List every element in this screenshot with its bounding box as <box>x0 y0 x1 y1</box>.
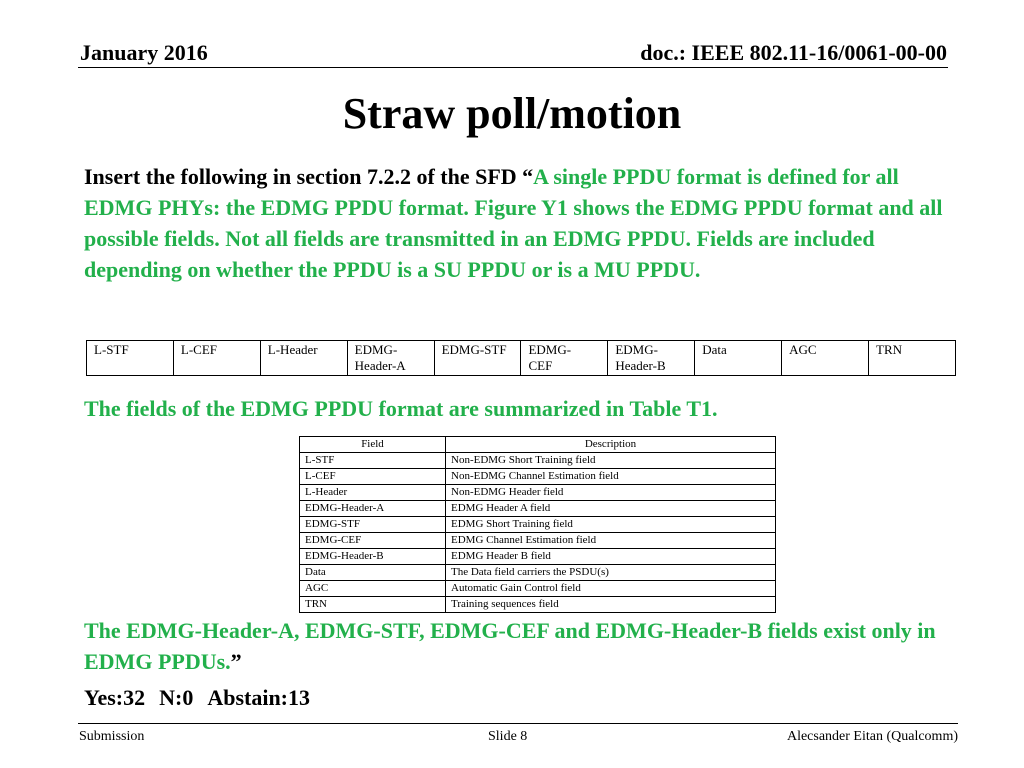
field-description-cell: EDMG Header A field <box>446 501 776 517</box>
field-name-cell: EDMG-STF <box>300 517 446 533</box>
field-name-cell: L-STF <box>300 453 446 469</box>
footer-slide-number: Slide 8 <box>488 729 528 744</box>
ppdu-field-cell: Data <box>695 341 782 376</box>
ppdu-field-cell: EDMG- CEF <box>521 341 608 376</box>
column-header-field: Field <box>300 437 446 453</box>
ppdu-field-cell: L-Header <box>260 341 347 376</box>
ppdu-format-table <box>86 340 956 376</box>
vote-result <box>84 682 324 713</box>
field-name-cell: Data <box>300 565 446 581</box>
table-row <box>300 533 776 549</box>
table-row <box>300 501 776 517</box>
header-date: January 2016 <box>80 40 208 65</box>
vote-yes: Yes:32 <box>84 685 146 710</box>
table-row <box>300 469 776 485</box>
field-name-cell: L-Header <box>300 485 446 501</box>
field-name-cell: AGC <box>300 581 446 597</box>
footer-divider <box>78 723 958 724</box>
slide-title: Straw poll/motion <box>342 89 682 138</box>
footer-author: Alecsander Eitan (Qualcomm) <box>786 729 958 744</box>
closing-quote-mark: ” <box>230 649 242 674</box>
field-name-cell: EDMG-Header-A <box>300 501 446 517</box>
closing-text: The EDMG-Header-A, EDMG-STF, EDMG-CEF and EDMG-Header-B fields exist only in EDMG PPDUs. <box>84 618 936 674</box>
ppdu-field-cell: EDMG- Header-A <box>347 341 434 376</box>
ppdu-field-cell: AGC <box>782 341 869 376</box>
table-row <box>300 549 776 565</box>
column-header-description: Description <box>446 437 776 453</box>
field-description-cell: Training sequences field <box>446 597 776 613</box>
intro-quote: A single PPDU format is defined for all EDMG PHYs: the EDMG PPDU format. Figure Y1 shows the EDMG PPDU format and all possible fields. Not all fields are transmitted in an EDMG PPDU. Fields are included depending on whether the PPDU is a SU PPDU or is a MU PPDU. <box>84 164 943 282</box>
field-description-cell: EDMG Short Training field <box>446 517 776 533</box>
ppdu-field-cell: EDMG- Header-B <box>608 341 695 376</box>
ppdu-field-cell: EDMG-STF <box>434 341 521 376</box>
field-description-cell: EDMG Channel Estimation field <box>446 533 776 549</box>
footer-submission: Submission <box>79 729 145 744</box>
table-row <box>300 453 776 469</box>
table-row <box>300 517 776 533</box>
closing-paragraph <box>84 615 954 677</box>
field-name-cell: EDMG-CEF <box>300 533 446 549</box>
vote-abstain: Abstain:13 <box>207 685 311 710</box>
field-description-cell: Non-EDMG Channel Estimation field <box>446 469 776 485</box>
header-divider <box>78 67 948 68</box>
field-description-cell: Non-EDMG Short Training field <box>446 453 776 469</box>
table-row <box>300 565 776 581</box>
summary-paragraph: The fields of the EDMG PPDU format are summarized in Table T1. <box>84 396 718 421</box>
ppdu-field-cell: L-STF <box>87 341 174 376</box>
intro-paragraph <box>84 161 954 285</box>
field-description-cell: Automatic Gain Control field <box>446 581 776 597</box>
fields-table-body <box>300 453 776 613</box>
table-row <box>300 597 776 613</box>
ppdu-field-cell: TRN <box>869 341 956 376</box>
field-description-cell: Non-EDMG Header field <box>446 485 776 501</box>
ppdu-format-row <box>87 341 956 376</box>
vote-no: N:0 <box>159 685 194 710</box>
field-description-cell: EDMG Header B field <box>446 549 776 565</box>
table-row <box>300 485 776 501</box>
field-name-cell: L-CEF <box>300 469 446 485</box>
intro-prefix: Insert the following in section 7.2.2 of the SFD “ <box>84 164 534 189</box>
fields-table-header <box>300 437 776 453</box>
field-name-cell: TRN <box>300 597 446 613</box>
fields-table <box>299 436 776 613</box>
table-row <box>300 581 776 597</box>
field-description-cell: The Data field carriers the PSDU(s) <box>446 565 776 581</box>
ppdu-field-cell: L-CEF <box>173 341 260 376</box>
field-name-cell: EDMG-Header-B <box>300 549 446 565</box>
header-doc-id: doc.: IEEE 802.11-16/0061-00-00 <box>640 40 947 65</box>
